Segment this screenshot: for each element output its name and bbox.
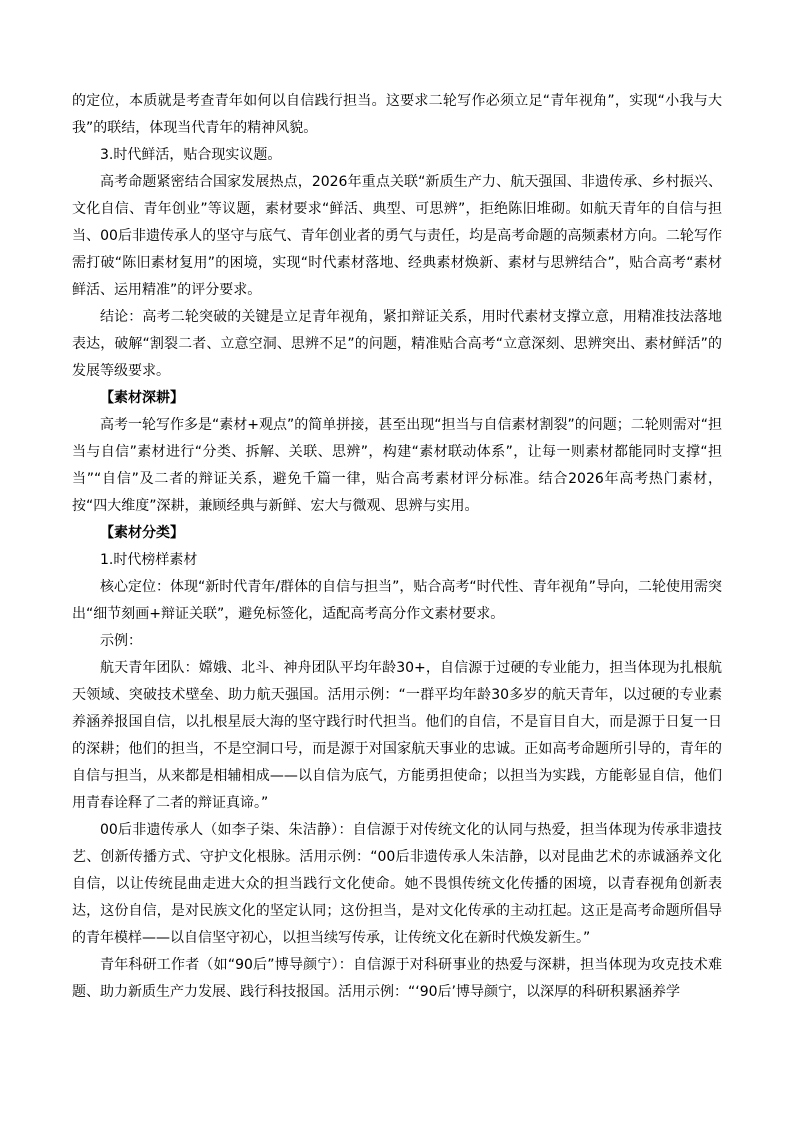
document-body	[72, 88, 722, 1006]
section-title-material-deepening: 【素材深耕】	[100, 390, 184, 406]
paragraph: 高考命题紧密结合国家发展热点，2026年重点关联“新质生产力、航天强国、非遗传承、乡村振兴、文化自信、青年创业”等议题，素材要求“鲜活、典型、可思辨”，拒绝陈旧堆砌。如航天青年的自信与担当、00后非遗传承人的坚守与底气、青年创业者的勇气与责任，均是高考命题的高频素材方向。二轮写作需打破“陈旧素材复用”的困境，实现“时代素材落地、经典素材焕新、素材与思辨结合”，贴合高考“素材鲜活、运用精准”的评分要求。	[72, 174, 722, 298]
subheading-role-model-material: 1.时代榜样素材	[100, 552, 198, 568]
conclusion-paragraph: 结论：高考二轮突破的关键是立足青年视角，紧扣辩证关系，用时代素材支撑立意，用精准技法落地表达，破解“割裂二者、立意空洞、思辨不足”的问题，精准贴合高考“立意深刻、思辨突出、素材鲜活”的发展等级要求。	[72, 309, 722, 379]
section-heading-timely: 3.时代鲜活，贴合现实议题。	[100, 147, 282, 163]
example-aerospace-youth: 航天青年团队：嫦娥、北斗、神舟团队平均年龄30+，自信源于过硬的专业能力，担当体现为扎根航天领域、突破技术壁垒、助力航天强国。活用示例：“一群平均年龄30多岁的航天青年，以过硬的专业素养涵养报国自信，以扎根星辰大海的坚守践行时代担当。他们的自信，不是盲目自大，而是源于日复一日的深耕；他们的担当，不是空洞口号，而是源于对国家航天事业的忠诚。正如高考命题所引导的，青年的自信与担当，从来都是相辅相成——以自信为底气，方能勇担使命；以担当为实践，方能彰显自信，他们用青春诠释了二者的辩证真谛。”	[72, 660, 722, 811]
section-title-material-classification: 【素材分类】	[100, 525, 184, 541]
paragraph: 高考一轮写作多是“素材+观点”的简单拼接，甚至出现“担当与自信素材割裂”的问题；二轮则需对“担当与自信”素材进行“分类、拆解、关联、思辨”，构建“素材联动体系”，让每一则素材都能同时支撑“担当”“自信”及二者的辩证关系，避免千篇一律，贴合高考素材评分标准。结合2026年高考热门素材，按“四大维度”深耕，兼顾经典与新鲜、宏大与微观、思辨与实用。	[72, 417, 722, 514]
examples-label: 示例：	[100, 633, 142, 649]
paragraph: 的定位，本质就是考查青年如何以自信践行担当。这要求二轮写作必须立足“青年视角”，实现“小我与大我”的联结，体现当代青年的精神风貌。	[72, 93, 722, 136]
paragraph: 核心定位：体现“新时代青年/群体的自信与担当”，贴合高考“时代性、青年视角”导向，二轮使用需突出“细节刻画+辩证关联”，避免标签化，适配高考高分作文素材要求。	[72, 579, 722, 622]
example-heritage-inheritor: 00后非遗传承人（如李子柒、朱洁静）：自信源于对传统文化的认同与热爱，担当体现为传承非遗技艺、创新传播方式、守护文化根脉。活用示例：“00后非遗传承人朱洁静，以对昆曲艺术的赤诚涵养文化自信，以让传统昆曲走进大众的担当践行文化使命。她不畏惧传统文化传播的困境，以青春视角创新表达，这份自信，是对民族文化的坚定认同；这份担当，是对文化传承的主动扛起。这正是高考命题所倡导的青年模样——以自信坚守初心，以担当续写传承，让传统文化在新时代焕发新生。”	[72, 822, 722, 946]
example-young-researcher: 青年科研工作者（如“90后”博导颜宁）：自信源于对科研事业的热爱与深耕，担当体现为攻克技术难题、助力新质生产力发展、践行科技报国。活用示例：“‘90后’博导颜宁，以深厚的科研积累涵养学	[72, 957, 722, 1000]
